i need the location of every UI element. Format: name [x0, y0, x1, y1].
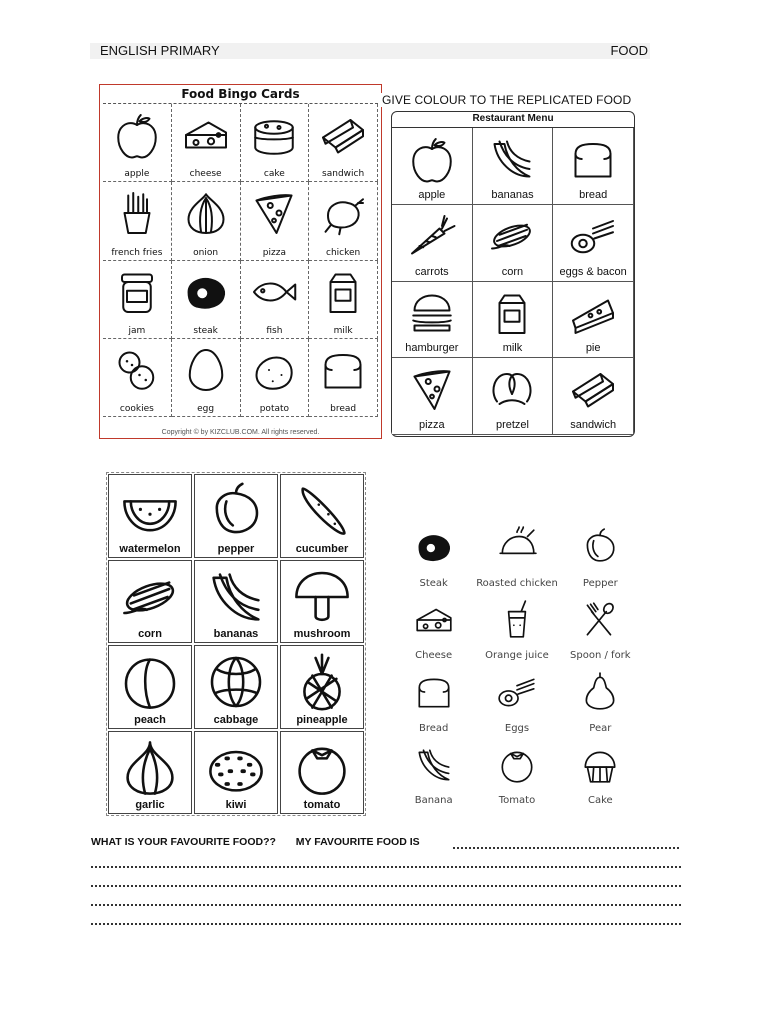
answer-line-5[interactable] — [91, 922, 681, 925]
bingo-cell-french-fries — [103, 182, 172, 260]
veg-cell-pineapple — [280, 645, 364, 729]
bingo-title: Food Bingo Cards — [181, 87, 300, 101]
kawaii-food-panel — [392, 520, 642, 810]
apple-icon — [407, 134, 457, 184]
steak-icon — [413, 526, 455, 568]
tomato-icon — [496, 744, 538, 786]
cookies-icon — [112, 345, 162, 395]
milk-icon — [318, 267, 368, 317]
veg-label: peach — [134, 713, 166, 726]
watermelon-icon — [118, 479, 182, 543]
veg-label: tomato — [303, 799, 341, 811]
bingo-grid — [103, 103, 378, 417]
veg-label: mushroom — [293, 628, 351, 640]
menu-cell-milk — [473, 282, 554, 359]
fork-icon — [579, 599, 621, 641]
pizza-icon — [407, 364, 457, 414]
onion-icon — [181, 188, 231, 238]
menu-cell-hamburger — [392, 282, 473, 359]
peach-icon — [118, 650, 182, 714]
veg-label: kiwi — [225, 799, 247, 811]
cheese-icon — [413, 599, 455, 641]
answer-line-4[interactable] — [91, 903, 681, 906]
bingo-label: french fries — [111, 247, 163, 258]
veg-cell-watermelon — [108, 474, 192, 558]
kawaii-label: Spoon / fork — [570, 650, 631, 661]
cheese-icon — [181, 110, 231, 160]
fries-icon — [112, 188, 162, 238]
bingo-cell-steak — [172, 261, 241, 339]
veg-cell-kiwi — [194, 731, 278, 815]
bingo-label: steak — [193, 325, 218, 336]
veg-label: bananas — [213, 628, 259, 640]
carrots-icon — [407, 211, 457, 261]
roastchicken-icon — [496, 526, 538, 568]
bingo-label: bread — [330, 404, 357, 414]
menu-cell-pie — [553, 282, 634, 359]
kawaii-cell-pepper — [559, 520, 642, 593]
kawaii-label: Tomato — [498, 795, 536, 806]
bingo-label: fish — [266, 325, 283, 336]
bingo-label: milk — [333, 325, 353, 336]
menu-label: pretzel — [495, 419, 529, 431]
bananas-icon — [487, 134, 537, 184]
kawaii-label: Eggs — [504, 722, 530, 734]
favourite-answer-prefix: MY FAVOURITE FOOD IS — [295, 836, 420, 848]
kawaii-cell-roasted-chicken — [475, 520, 558, 593]
bread-icon — [568, 134, 618, 184]
bingo-label: sandwich — [322, 169, 365, 180]
menu-label: pie — [585, 342, 601, 355]
veg-cell-bananas — [194, 560, 278, 644]
cucumber-icon — [290, 479, 354, 543]
kawaii-cell-steak — [392, 520, 475, 593]
answer-line-3[interactable] — [91, 884, 681, 887]
instruction-text: GIVE COLOUR TO THE REPLICATED FOOD — [382, 93, 632, 107]
menu-label: milk — [502, 342, 523, 355]
apple-icon — [112, 110, 162, 160]
bingo-cell-potato — [241, 339, 310, 417]
vegetables-grid — [107, 473, 365, 815]
vegetables-card — [106, 472, 366, 816]
menu-label: bananas — [491, 188, 534, 201]
bingo-cell-apple — [103, 104, 172, 182]
eggs-icon — [568, 211, 618, 261]
topic-label: FOOD — [610, 43, 648, 58]
menu-cell-bread — [553, 128, 634, 205]
bananas-icon — [204, 565, 268, 629]
mushroom-icon — [290, 565, 354, 629]
veg-label: corn — [138, 628, 162, 640]
bingo-label: cheese — [189, 169, 222, 180]
kawaii-cell-cheese — [392, 593, 475, 666]
menu-cell-carrots — [392, 205, 473, 282]
subject-label: ENGLISH PRIMARY — [100, 43, 220, 58]
veg-cell-mushroom — [280, 560, 364, 644]
bingo-cell-sandwich — [309, 104, 378, 182]
kawaii-cell-pear — [559, 665, 642, 738]
bingo-label: pizza — [262, 247, 286, 258]
bingo-cell-pizza — [241, 182, 310, 260]
kawaii-label: Cake — [587, 795, 613, 806]
menu-label: eggs & bacon — [559, 265, 627, 278]
menu-title: Restaurant Menu — [392, 113, 634, 128]
veg-cell-garlic — [108, 731, 192, 815]
garlic-icon — [118, 736, 182, 800]
pepper-icon — [204, 479, 268, 543]
kiwi-icon — [204, 736, 268, 800]
veg-cell-pepper — [194, 474, 278, 558]
kawaii-cell-orange-juice — [475, 593, 558, 666]
jam-icon — [112, 267, 162, 317]
restaurant-menu-card — [391, 111, 635, 437]
menu-label: sandwich — [570, 419, 617, 431]
bingo-cell-milk — [309, 261, 378, 339]
bingo-cell-cookies — [103, 339, 172, 417]
menu-cell-sandwich — [553, 358, 634, 435]
pepper-icon — [579, 526, 621, 568]
bingo-cell-fish — [241, 261, 310, 339]
kawaii-cell-bread — [392, 665, 475, 738]
hamburger-icon — [407, 288, 457, 338]
chicken-icon — [318, 188, 368, 238]
pizza-icon — [249, 188, 299, 238]
bingo-cell-onion — [172, 182, 241, 260]
menu-cell-bananas — [473, 128, 554, 205]
kawaii-label: Cheese — [415, 650, 453, 661]
kawaii-cell-eggs — [475, 665, 558, 738]
pineapple-icon — [290, 650, 354, 714]
veg-label: cucumber — [295, 542, 349, 555]
veg-cell-peach — [108, 645, 192, 729]
egg-icon — [181, 345, 231, 395]
kawaii-label: Roasted chicken — [476, 577, 558, 589]
veg-label: pineapple — [296, 713, 348, 726]
kawaii-grid — [392, 520, 642, 810]
bingo-cell-egg — [172, 339, 241, 417]
cake-icon — [249, 110, 299, 160]
menu-label: corn — [501, 265, 524, 278]
bingo-label: potato — [259, 404, 290, 414]
corn-icon — [118, 565, 182, 629]
cupcake-icon — [579, 744, 621, 786]
bingo-cell-cheese — [172, 104, 241, 182]
answer-line-first[interactable] — [453, 847, 679, 849]
juice-icon — [496, 599, 538, 641]
menu-cell-corn — [473, 205, 554, 282]
bread-icon — [413, 671, 455, 713]
bingo-label: onion — [193, 247, 219, 258]
eggs-icon — [496, 671, 538, 713]
answer-line-2[interactable] — [91, 865, 681, 868]
bingo-cell-jam — [103, 261, 172, 339]
sandwich-icon — [318, 110, 368, 160]
kawaii-label: Orange juice — [485, 650, 549, 661]
favourite-food-section — [91, 836, 681, 848]
steak-icon — [181, 267, 231, 317]
kawaii-label: Pear — [589, 722, 612, 734]
bingo-label: jam — [128, 325, 146, 336]
menu-label: hamburger — [405, 342, 459, 355]
pie-icon — [568, 288, 618, 338]
sandwich-icon — [568, 364, 618, 414]
veg-label: watermelon — [119, 542, 181, 555]
kawaii-label: Steak — [419, 577, 448, 589]
kawaii-label: Banana — [414, 795, 453, 806]
menu-cell-pizza — [392, 358, 473, 435]
menu-label: carrots — [415, 265, 449, 278]
veg-label: garlic — [135, 799, 165, 811]
pretzel-icon — [487, 364, 537, 414]
milk-icon — [487, 288, 537, 338]
bingo-card — [99, 84, 382, 439]
menu-label: pizza — [418, 419, 445, 431]
bingo-label: egg — [197, 404, 215, 414]
favourite-question: WHAT IS YOUR FAVOURITE FOOD?? — [91, 836, 276, 848]
tomato-icon — [290, 736, 354, 800]
kawaii-label: Bread — [418, 722, 449, 734]
menu-cell-apple — [392, 128, 473, 205]
veg-cell-tomato — [280, 731, 364, 815]
fish-icon — [249, 267, 299, 317]
bingo-cell-cake — [241, 104, 310, 182]
veg-cell-cabbage — [194, 645, 278, 729]
menu-cell-pretzel — [473, 358, 554, 435]
potato-icon — [249, 345, 299, 395]
veg-label: pepper — [217, 542, 255, 555]
menu-label: apple — [418, 188, 446, 201]
copyright-note: Copyright © by KIZCLUB.COM. All rights reserved. — [161, 429, 320, 436]
bingo-label: cookies — [119, 404, 154, 414]
bingo-label: chicken — [326, 247, 361, 258]
veg-cell-corn — [108, 560, 192, 644]
kawaii-cell-tomato — [475, 738, 558, 811]
bananas-icon — [413, 744, 455, 786]
bingo-label: cake — [263, 169, 285, 180]
corn-icon — [487, 211, 537, 261]
kawaii-cell-cake — [559, 738, 642, 811]
cabbage-icon — [204, 650, 268, 714]
bingo-cell-chicken — [309, 182, 378, 260]
bingo-label: apple — [124, 169, 150, 180]
menu-label: bread — [579, 188, 608, 201]
menu-grid — [392, 128, 634, 435]
menu-cell-eggs-bacon — [553, 205, 634, 282]
veg-label: cabbage — [213, 713, 259, 726]
page-header — [90, 43, 650, 59]
veg-cell-cucumber — [280, 474, 364, 558]
kawaii-cell-banana — [392, 738, 475, 811]
kawaii-cell-spoon-fork — [559, 593, 642, 666]
pear-icon — [579, 671, 621, 713]
kawaii-label: Pepper — [582, 577, 618, 589]
bread-icon — [318, 345, 368, 395]
bingo-cell-bread — [309, 339, 378, 417]
